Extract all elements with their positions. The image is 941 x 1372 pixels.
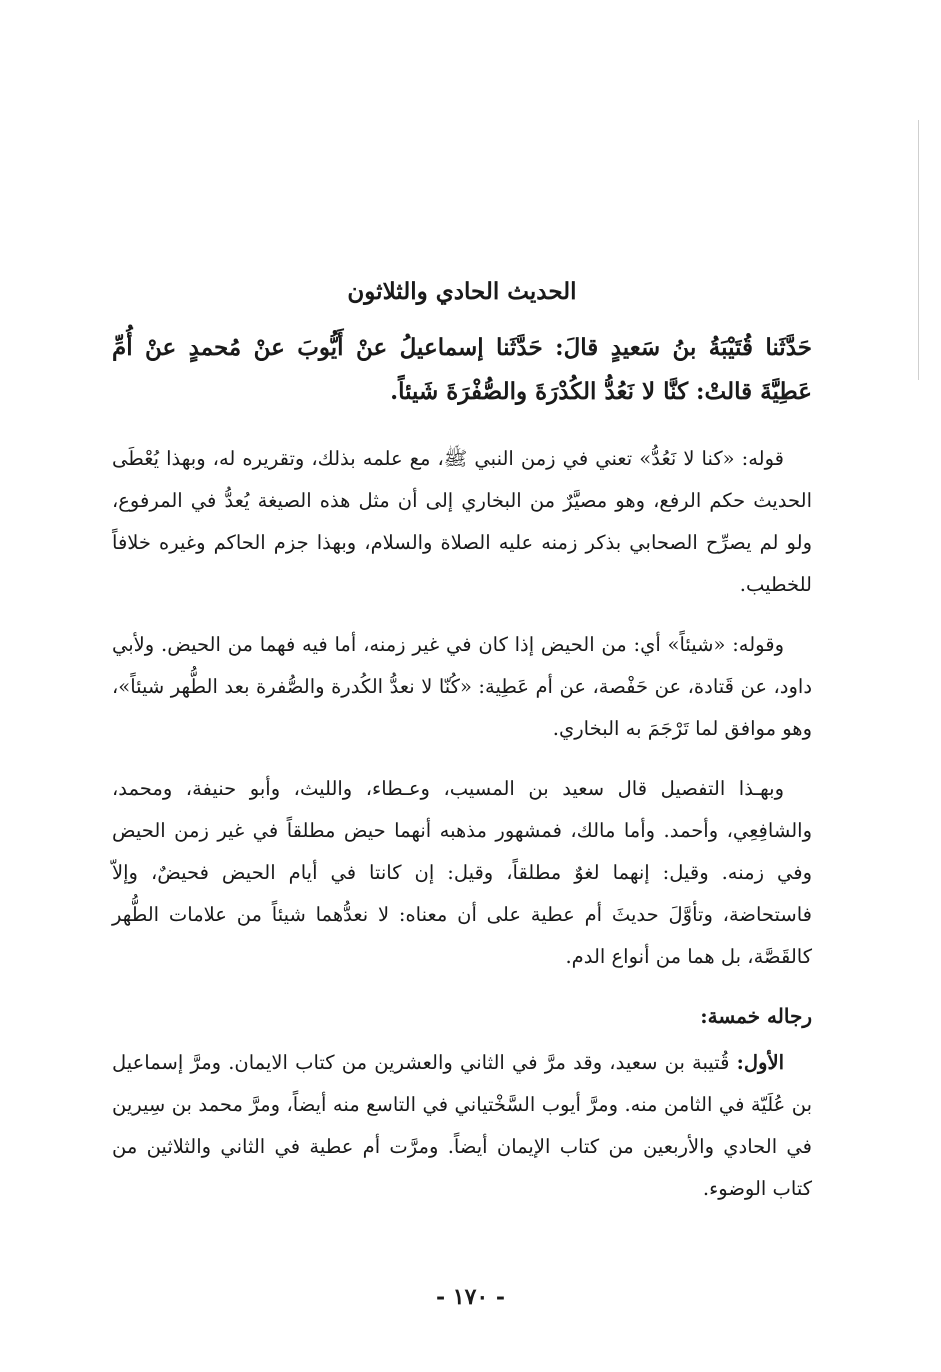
commentary-paragraph-3: وبهـذا التفصيل قال سعيد بن المسيب، وعـطاء، والليث، وأبو حنيفة، ومحمد، والشافِعِي، وأحمد. وأما مالك، فمشهور مذهبه أنهما حيض مطلقاً في غير زمن الحيض وفي زمنه. وقيل: إنهما لغوٌ مطلقاً، وقيل: إن كانتا في أيام الحيض فحيضٌ، وإلاّ فاستحاضة، وتأوَّلَ حديثَ أم عطية على أن معناه: لا نعدُّهما شيئاً من علامات الطُّهر كالقَصَّة، بل هما من أنواع الدم. — [112, 777, 812, 968]
narrators-paragraph — [112, 1042, 812, 1210]
page-content — [112, 272, 812, 1210]
chapter-title: الحديث الحادي والثلاثون — [347, 278, 577, 305]
page-number: - ١٧٠ - — [435, 1284, 506, 1310]
narrators-heading: رجاله خمسة: — [700, 1004, 812, 1028]
narrators-body: قُتيبة بن سعيد، وقد مرَّ في الثاني والعشرين من كتاب الايمان. ومرَّ إسماعيل بن عُلَيّة في الثامن منه. ومرَّ أيوب السَّخْتياني في التاسع منه أيضاً، ومرَّ محمد بن سِيرين في الحادي والأربعين من كتاب الإيمان أيضاً. ومرَّت أم عطية في الثاني والثلاثين من كتاب الوضوء. — [112, 1051, 812, 1200]
commentary-paragraph-2: وقوله: «شيئاً» أي: من الحيض إذا كان في غير زمنه، أما فيه فهما من الحيض. ولأبي داود، عن قَتادة، عن حَفْصة، عن أم عَطِية: «كُنّا لا نعدُّ الكُدرة والصُّفرة بعد الطُّهر شيئاً»، وهو موافق لما تَرْجَمَ به البخاري. — [112, 633, 812, 740]
commentary-paragraph-1: قوله: «كنا لا نَعُدُّ» تعني في زمن النبي ﷺ، مع علمه بذلك، وتقريره له، وبهذا يُعْطَى الحديث حكم الرفع، وهو مصيَّرٌ من البخاري إلى أن مثل هذه الصيغة يُعدُّ في المرفوع، ولو لم يصرِّح الصحابي بذكر زمنه عليه الصلاة والسلام، وبهذا جزم الحاكم وغيره خلافاً للخطيب. — [112, 447, 812, 596]
margin-rule — [918, 120, 919, 380]
narrators-lead: الأول: — [736, 1051, 784, 1074]
hadith-text: حَدَّثَنا قُتَيْبَةُ بنُ سَعيدٍ قالَ: حَدَّثَنا إسماعيلُ عنْ أَيُّوبَ عنْ مُحمدٍ عنْ أُمِّ عَطِيَّةَ قالتْ: كنَّا لا نَعُدُّ الكُدْرَةَ والصُّفْرَةَ شَيئاً. — [112, 334, 812, 405]
